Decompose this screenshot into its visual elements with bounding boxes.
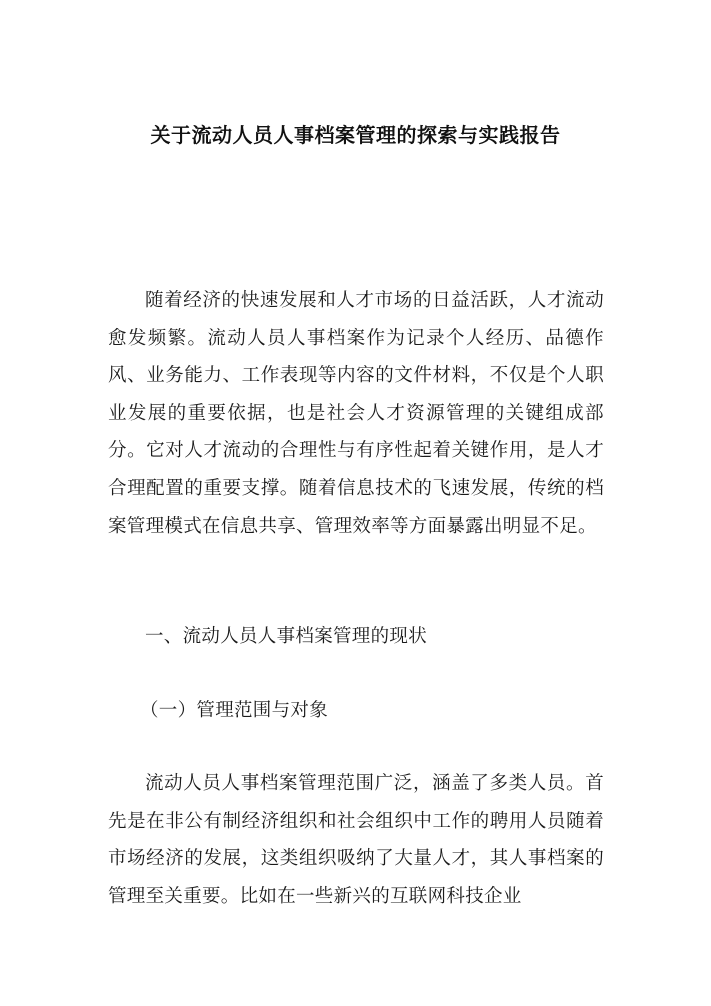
subsection-heading: （一）管理范围与对象 <box>140 700 329 721</box>
document-title: 关于流动人员人事档案管理的探索与实践报告 <box>150 123 561 147</box>
section-heading: 一、流动人员人事档案管理的现状 <box>145 626 428 647</box>
subsection-paragraph: 流动人员人事档案管理范围广泛，涵盖了多类人员。首先是在非公有制经济组织和社会组织中工作的聘用人员随着市场经济的发展，这类组织吸纳了大量人才，其人事档案的管理至关重要。比如在一些新兴的互联网科技企业 <box>108 773 604 907</box>
intro-paragraph: 随着经济的快速发展和人才市场的日益活跃，人才流动愈发频繁。流动人员人事档案作为记录个人经历、品德作风、业务能力、工作表现等内容的文件材料，不仅是个人职业发展的重要依据，也是社会人才资源管理的关键组成部分。它对人才流动的合理性与有序性起着关键作用，是人才合理配置的重要支撑。随着信息技术的飞速发展，传统的档案管理模式在信息共享、管理效率等方面暴露出明显不足。 <box>108 290 604 537</box>
